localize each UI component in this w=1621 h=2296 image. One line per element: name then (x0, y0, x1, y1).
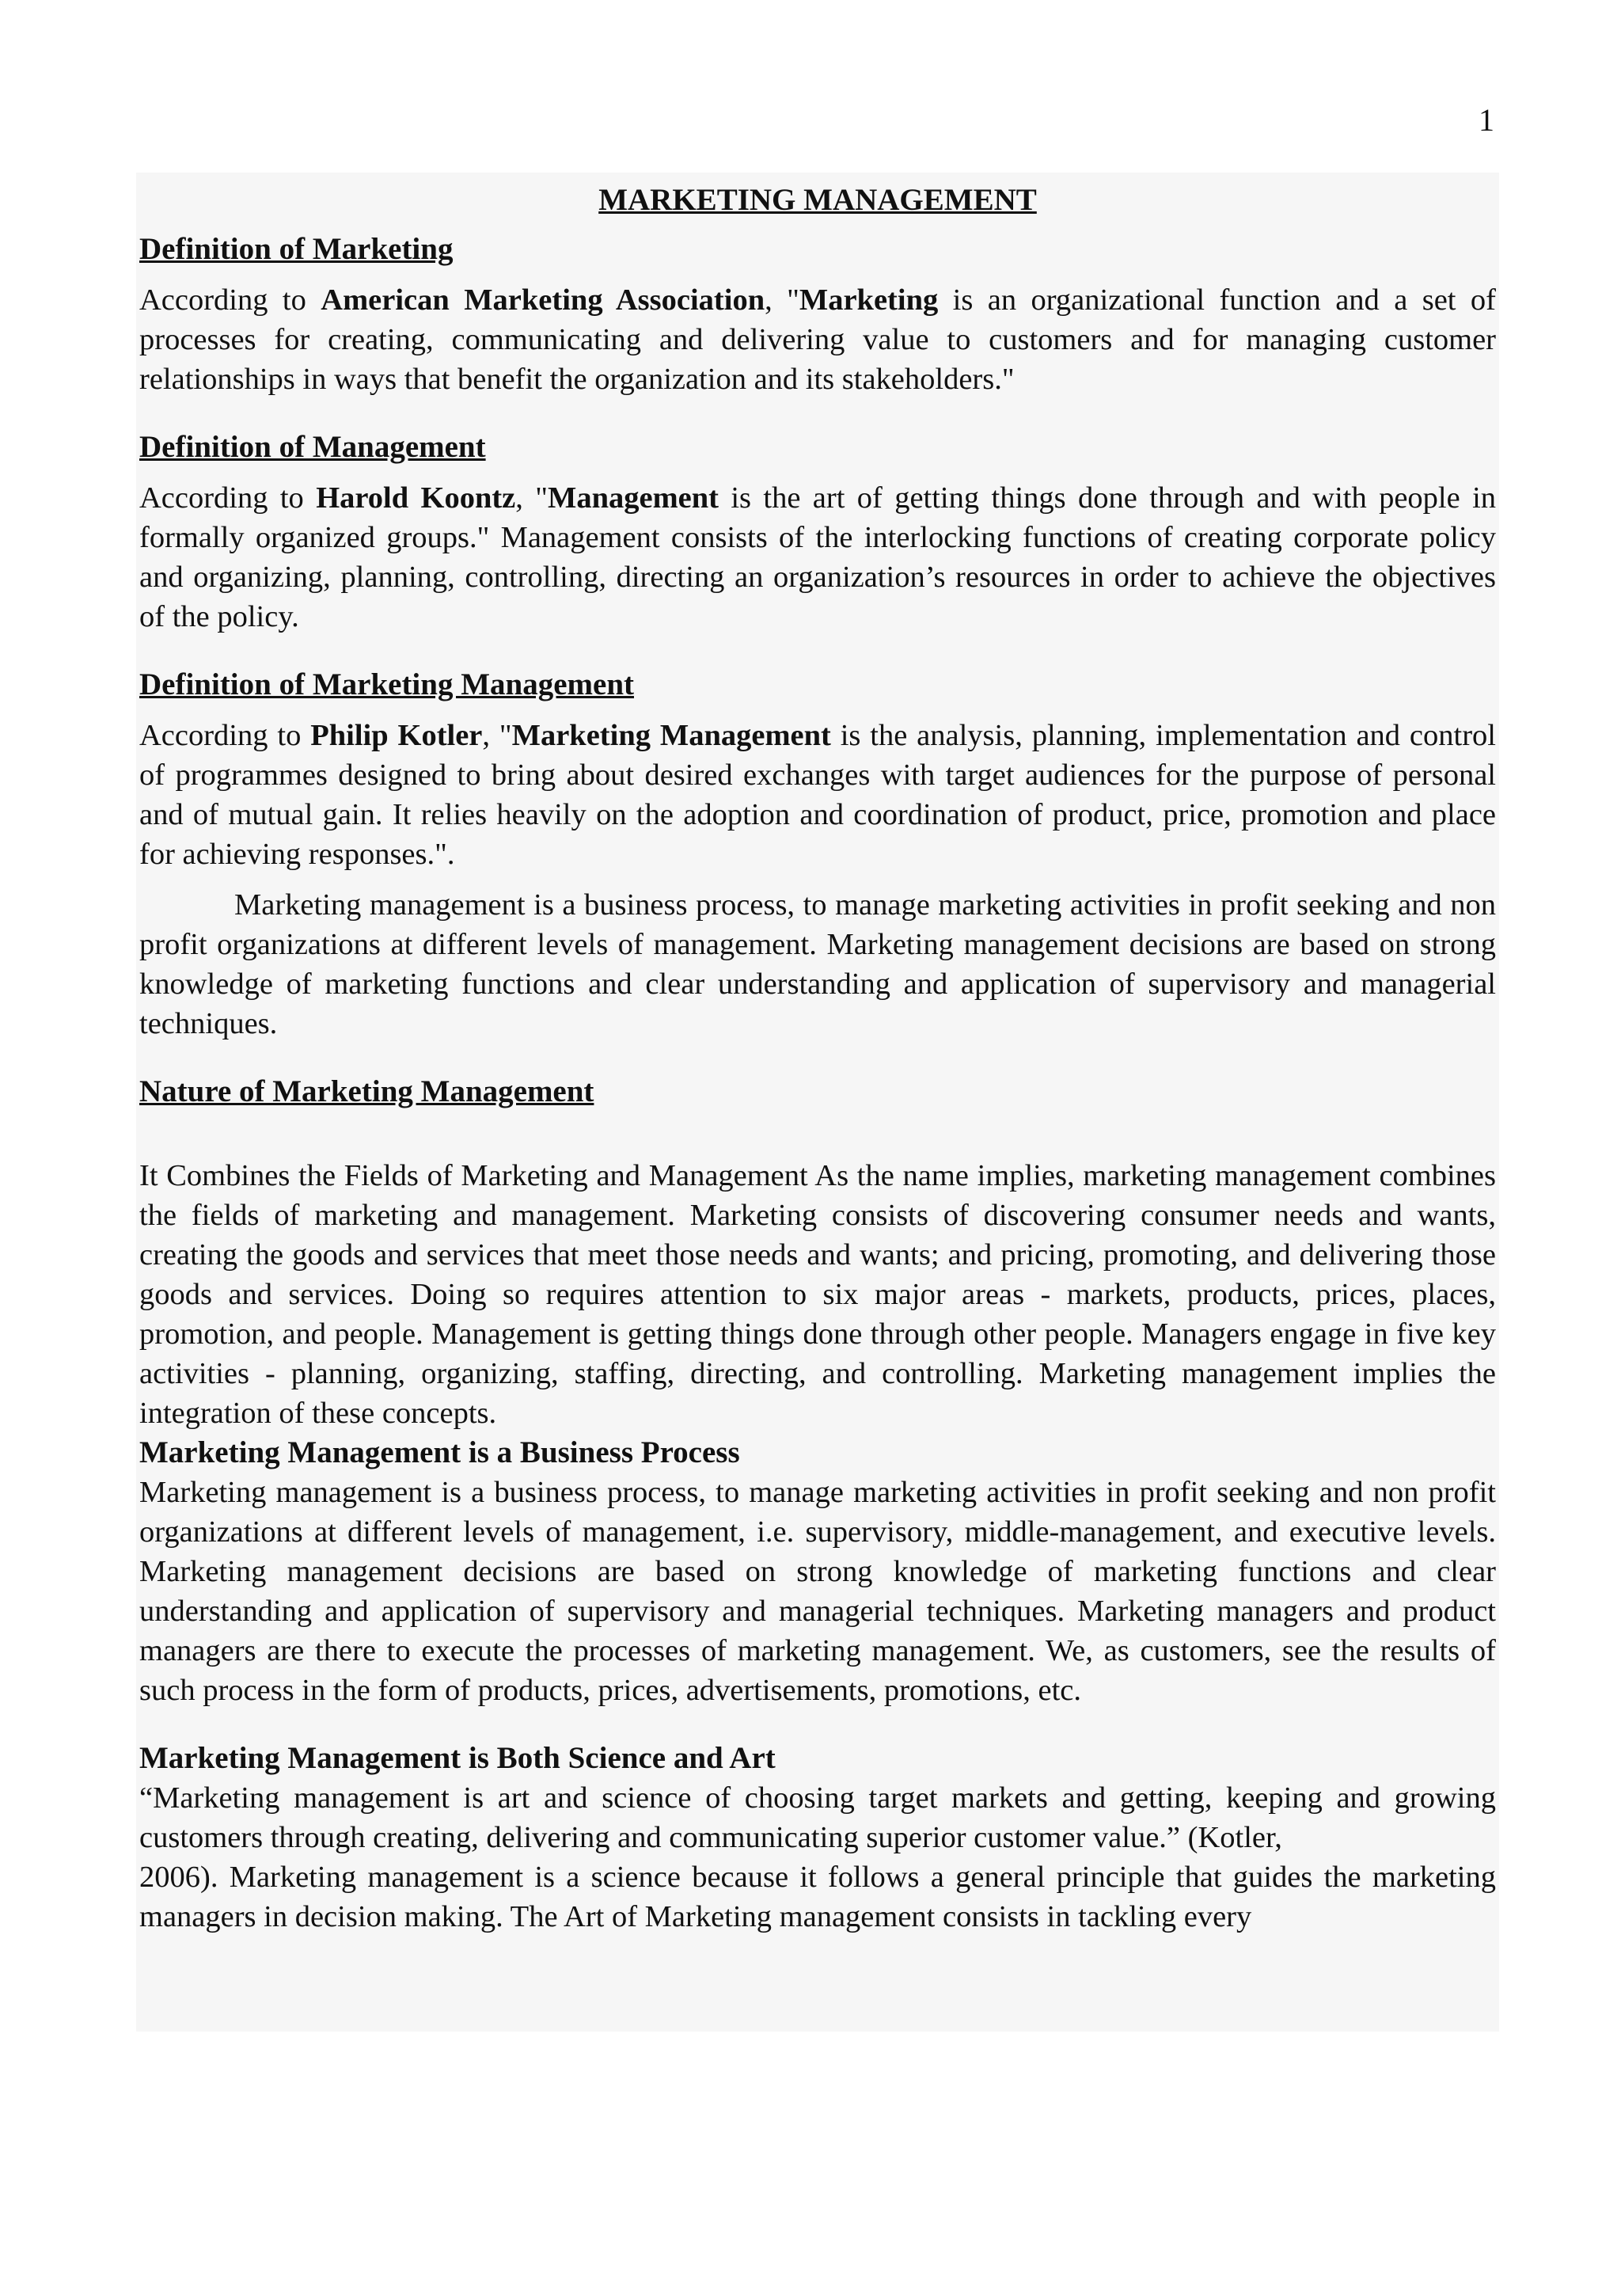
bold-marketing-management-term: Marketing Management (511, 719, 831, 752)
paragraph-definition-of-marketing-management: According to Philip Kotler, "Marketing Management is the analysis, planning, implementation and control of programmes designed to bring about desired exchanges with target audiences for the purpose of personal and of mutual gain. It relies heavily on the adoption and coordination of product, price, promotion and place for achieving responses.". (139, 719, 1496, 871)
document-title: MARKETING MANAGEMENT (598, 183, 1037, 217)
heading-definition-of-marketing: Definition of Marketing (139, 232, 454, 266)
paragraph-definition-of-marketing: According to American Marketing Association, "Marketing is an organizational function and a set of processes for creating, communicating and delivering value to customers and for managing customer relationships in ways that benefit the organization and its stakeholders." (139, 283, 1496, 396)
paragraph-business-process: Marketing management is a business process, to manage marketing activities in profit seeking and non profit organizations at different levels of management, i.e. supervisory, middle-management, and executive levels. Marketing management decisions are based on strong knowledge of marketing functions and clear understanding and application of supervisory and managerial techniques. Marketing managers and product managers are there to execute the processes of marketing management. We, as customers, see the results of such process in the form of products, prices, advertisements, promotions, etc. (139, 1476, 1496, 1707)
bold-american-marketing-association: American Marketing Association (321, 283, 765, 317)
bold-management-term: Management (548, 481, 719, 515)
paragraph-science-and-art-quote: “Marketing management is art and science of choosing target markets and getting, keeping and growing customers through creating, delivering and communicating superior customer value.” (Kotler, (139, 1781, 1496, 1854)
heading-nature-of-marketing-management: Nature of Marketing Management (139, 1074, 594, 1108)
paragraph-definition-of-management: According to Harold Koontz, "Management is the art of getting things done through and with people in formally organized groups." Management consists of the interlocking functions of creating corporate policy and organizing, planning, controlling, directing an organization’s resources in order to achieve the objectives of the policy. (139, 481, 1497, 633)
heading-science-and-art: Marketing Management is Both Science and Art (139, 1741, 776, 1775)
paragraph-nature-of-marketing-management: It Combines the Fields of Marketing and Management As the name implies, marketing management combines the fields of marketing and management. Marketing consists of discovering consumer needs and wants, creating the goods and services that meet those needs and wants; and pricing, promoting, and delivering those goods and services. Doing so requires attention to six major areas - markets, products, prices, places, promotion, and people. Management is getting things done through other people. Managers engage in five key activities - planning, organizing, staffing, directing, and controlling. Marketing management implies the integration of these concepts. (139, 1159, 1496, 1430)
page-number: 1 (1479, 102, 1494, 138)
paragraph-science-and-art-continued: 2006). Marketing management is a science because it follows a general principle that guides the marketing managers in decision making. The Art of Marketing management consists in tackling every (139, 1861, 1496, 1933)
paragraph-marketing-management-process: Marketing management is a business process, to manage marketing activities in profit seeking and non profit organizations at different levels of management. Marketing management decisions are based on strong knowledge of marketing functions and clear understanding and application of supervisory and managerial techniques. (139, 888, 1496, 1040)
page-body (136, 173, 1499, 2032)
heading-business-process: Marketing Management is a Business Process (139, 1435, 740, 1469)
heading-definition-of-management: Definition of Management (139, 430, 486, 464)
bold-philip-kotler: Philip Kotler (310, 719, 483, 752)
bold-harold-koontz: Harold Koontz (316, 481, 516, 515)
heading-definition-of-marketing-management: Definition of Marketing Management (139, 667, 634, 701)
bold-marketing-term: Marketing (799, 283, 939, 317)
